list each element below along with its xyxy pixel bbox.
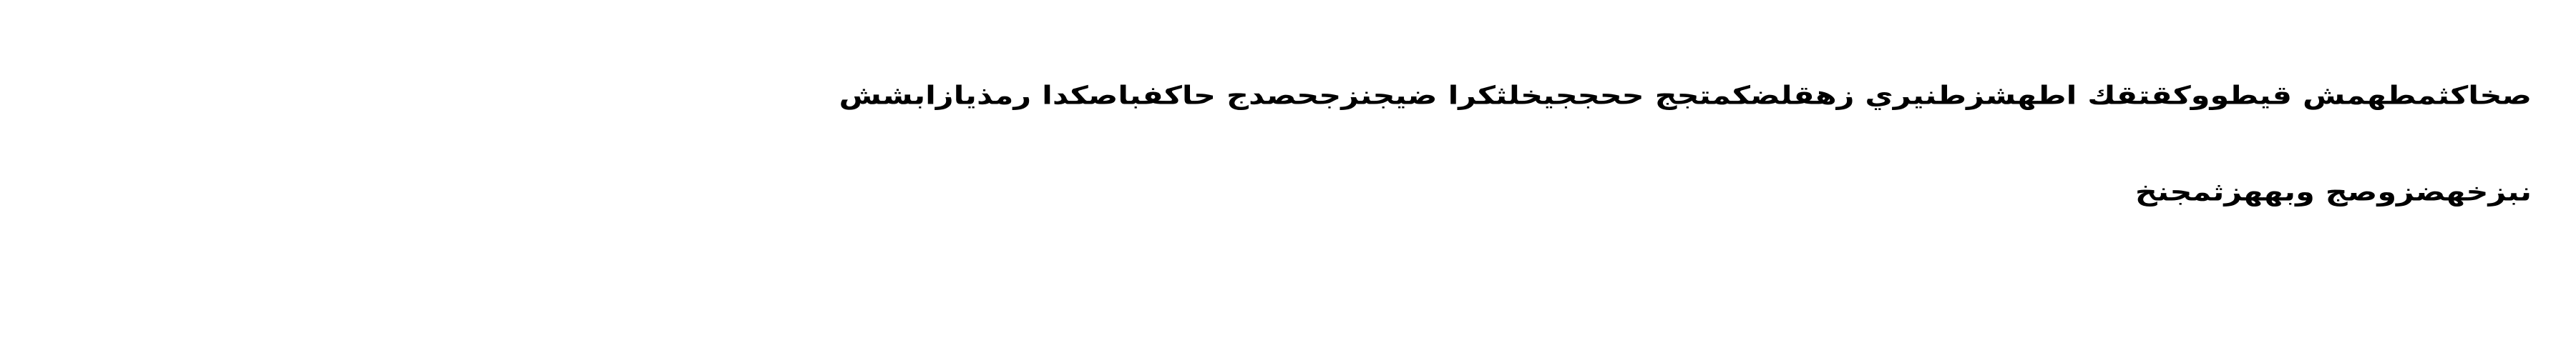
text-line-2: نبزخهضزوصج وبههزثمجنخ [2135, 177, 2532, 207]
paragraph [170, 77, 2532, 211]
text-line-1: صخاكثمطهمش قيطووكقتقك اطهشزطنيري زهقلضكمتجج ححججيخلثكرا ضيجنزجحصدج حاكفباصكدا رمذيازابشش [839, 81, 2532, 111]
